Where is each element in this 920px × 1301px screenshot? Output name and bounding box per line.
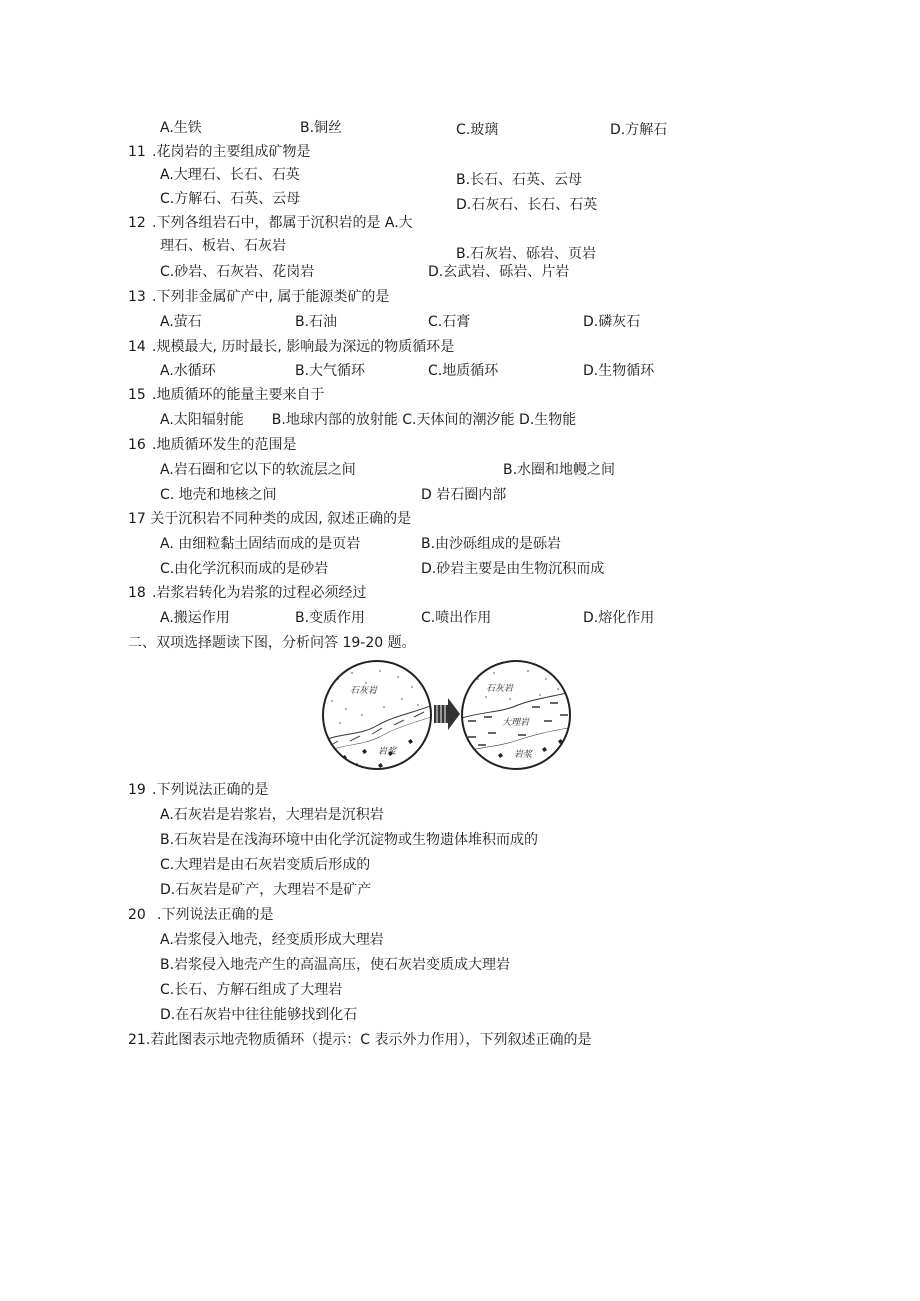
q12-option-d: D.玄武岩、砾岩、片岩 — [428, 264, 570, 280]
q19-option-a: A.石灰岩是岩浆岩，大理岩是沉积岩 — [160, 807, 384, 823]
q18-number: 18 — [128, 585, 146, 601]
q16-option-c: C. 地壳和地核之间 — [160, 487, 277, 503]
q14-option-c: C.地质循环 — [428, 363, 499, 379]
arrow-icon — [434, 698, 460, 730]
q11-option-d: D.石灰石、长石、石英 — [456, 197, 598, 213]
q15-stem: .地质循环的能量主要来自于 — [152, 387, 325, 403]
q15-number: 15 — [128, 387, 146, 403]
right-label-magma: 岩浆 — [514, 750, 533, 760]
left-label-limestone: 石灰岩 — [350, 686, 378, 696]
q18-stem: .岩浆岩转化为岩浆的过程必须经过 — [152, 585, 367, 601]
q20-option-b: B.岩浆侵入地壳产生的高温高压，使石灰岩变质成大理岩 — [160, 957, 511, 973]
q20-option-c: C.长石、方解石组成了大理岩 — [160, 982, 343, 998]
q17-option-a: A. 由细粒黏土固结而成的是页岩 — [160, 536, 361, 552]
q13-option-b: B.石油 — [295, 314, 338, 330]
q17-stem: 17 关于沉积岩不同种类的成因, 叙述正确的是 — [128, 511, 412, 527]
q18-option-a: A.搬运作用 — [160, 610, 230, 626]
q10-option-b: B.铜丝 — [300, 120, 343, 136]
q19-stem: .下列说法正确的是 — [152, 782, 269, 798]
q16-option-a: A.岩石圈和它以下的软流层之间 — [160, 462, 356, 478]
q11-number: 11 — [128, 144, 146, 160]
q14-number: 14 — [128, 339, 146, 355]
q11-option-c: C.方解石、石英、云母 — [160, 191, 301, 207]
q11-option-a: A.大理石、长石、石英 — [160, 167, 300, 183]
q12-option-c: C.砂岩、石灰岩、花岗岩 — [160, 264, 315, 280]
q10-option-d: D.方解石 — [610, 122, 668, 138]
q14-option-d: D.生物循环 — [583, 363, 655, 379]
q10-option-c: C.玻璃 — [456, 122, 499, 138]
q12-option-b: B.石灰岩、砾岩、页岩 — [456, 246, 597, 262]
q18-option-c: C.喷出作用 — [421, 610, 492, 626]
right-label-limestone: 石灰岩 — [486, 684, 514, 694]
right-label-marble: 大理岩 — [502, 718, 530, 728]
q13-option-a: A.萤石 — [160, 314, 202, 330]
q13-stem: .下列非金属矿产中, 属于能源类矿的是 — [152, 289, 390, 305]
q13-option-d: D.磷灰石 — [583, 314, 641, 330]
q18-option-d: D.熔化作用 — [583, 610, 655, 626]
rock-metamorphism-figure — [318, 657, 576, 773]
q17-option-b: B.由沙砾组成的是砾岩 — [421, 536, 562, 552]
q21-stem: 21.若此图表示地壳物质循环（提示：C 表示外力作用），下列叙述正确的是 — [128, 1032, 592, 1048]
q20-option-a: A.岩浆侵入地壳，经变质形成大理岩 — [160, 932, 384, 948]
q20-option-d: D.在石灰岩中往往能够找到化石 — [160, 1007, 358, 1023]
q13-number: 13 — [128, 289, 146, 305]
q17-option-c: C.由化学沉积而成的是砂岩 — [160, 561, 329, 577]
q14-option-b: B.大气循环 — [295, 363, 366, 379]
left-label-magma: 岩浆 — [378, 747, 397, 757]
q20-number: 20 — [128, 907, 146, 923]
q16-option-d: D 岩石圈内部 — [421, 487, 507, 503]
q12-stem: .下列各组岩石中，都属于沉积岩的是 A.大 — [152, 215, 413, 231]
q16-number: 16 — [128, 437, 146, 453]
q16-stem: .地质循环发生的范围是 — [152, 437, 297, 453]
q19-number: 19 — [128, 782, 146, 798]
q12-stem-continued: 理石、板岩、石灰岩 — [160, 238, 286, 254]
q19-option-d: D.石灰岩是矿产，大理岩不是矿产 — [160, 882, 372, 898]
q15-options: A.太阳辐射能 B.地球内部的放射能 C.天体间的潮汐能 D.生物能 — [160, 412, 577, 428]
q16-option-b: B.水圈和地幔之间 — [503, 462, 616, 478]
q11-stem: .花岗岩的主要组成矿物是 — [152, 144, 311, 160]
q14-option-a: A.水循环 — [160, 363, 216, 379]
q20-stem: .下列说法正确的是 — [157, 907, 274, 923]
q14-stem: .规模最大, 历时最长, 影响最为深远的物质循环是 — [152, 339, 455, 355]
q17-option-d: D.砂岩主要是由生物沉积而成 — [421, 561, 605, 577]
section-two-heading: 二、双项选择题读下图，分析问答 19-20 题。 — [128, 635, 416, 651]
q10-option-a: A.生铁 — [160, 120, 202, 136]
q19-option-b: B.石灰岩是在浅海环境中由化学沉淀物或生物遗体堆积而成的 — [160, 832, 539, 848]
q18-option-b: B.变质作用 — [295, 610, 366, 626]
q19-option-c: C.大理岩是由石灰岩变质后形成的 — [160, 857, 371, 873]
q12-number: 12 — [128, 215, 146, 231]
q11-option-b: B.长石、石英、云母 — [456, 172, 583, 188]
q13-option-c: C.石膏 — [428, 314, 471, 330]
